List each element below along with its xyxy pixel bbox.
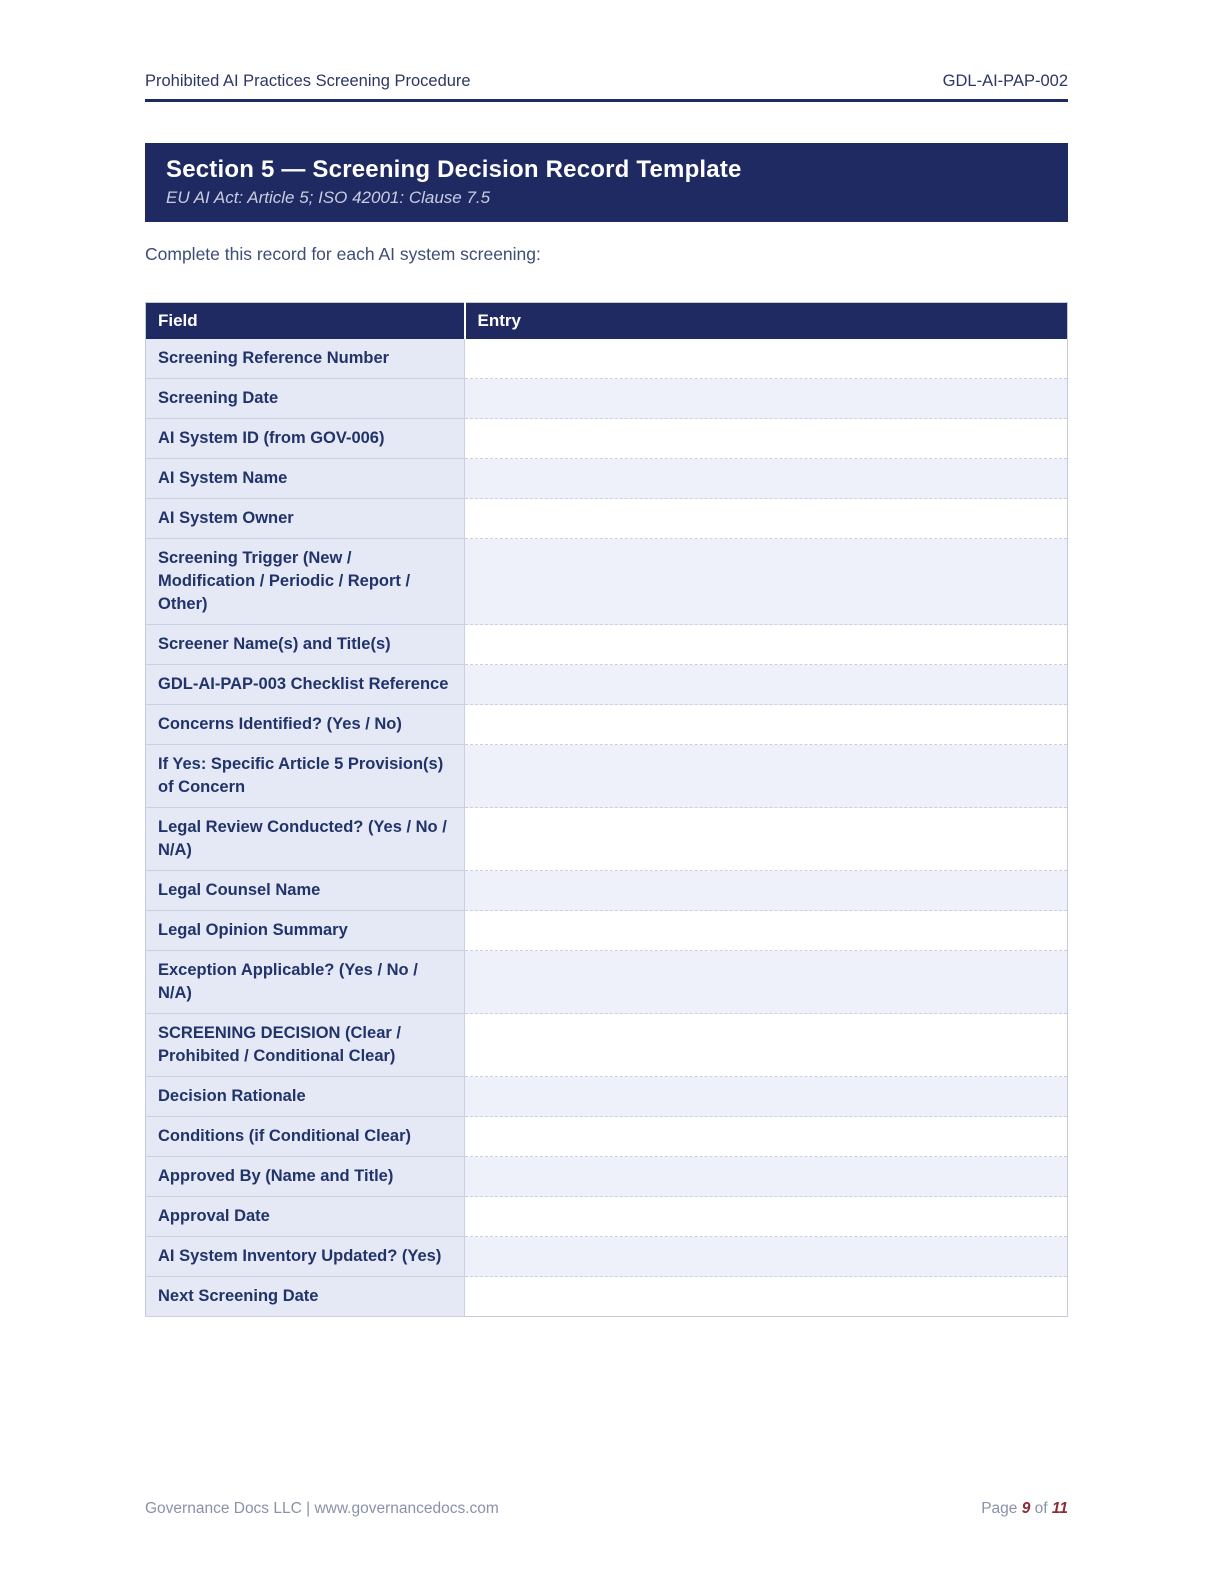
doc-title: Prohibited AI Practices Screening Procedure [145, 72, 471, 90]
entry-cell [465, 665, 1068, 705]
entry-cell [465, 1157, 1068, 1197]
field-label-cell: Conditions (if Conditional Clear) [146, 1117, 465, 1157]
table-row [146, 1014, 1068, 1077]
table-row [146, 379, 1068, 419]
entry-cell [465, 808, 1068, 871]
field-label-cell: Screening Reference Number [146, 339, 465, 379]
page-number: 9 [1021, 1500, 1031, 1517]
entry-cell [465, 539, 1068, 625]
field-label-cell: Approval Date [146, 1197, 465, 1237]
table-row [146, 339, 1068, 379]
footer-page-info [981, 1500, 1068, 1518]
page-label: Page [981, 1500, 1018, 1517]
field-label-cell: AI System Inventory Updated? (Yes) [146, 1237, 465, 1277]
table-row [146, 1117, 1068, 1157]
section-banner [145, 143, 1068, 222]
entry-cell [465, 871, 1068, 911]
entry-cell [465, 1117, 1068, 1157]
field-label-cell: AI System Owner [146, 499, 465, 539]
table-row [146, 1277, 1068, 1317]
table-row [146, 871, 1068, 911]
table-row [146, 665, 1068, 705]
field-label-cell: SCREENING DECISION (Clear / Prohibited / Conditional Clear) [146, 1014, 465, 1077]
column-header-entry: Entry [465, 303, 1068, 340]
of-label: of [1034, 1500, 1048, 1517]
field-label-cell: Legal Opinion Summary [146, 911, 465, 951]
entry-cell [465, 1014, 1068, 1077]
field-label-cell: AI System Name [146, 459, 465, 499]
page-total: 11 [1051, 1500, 1068, 1517]
running-header [145, 72, 1068, 91]
table-row [146, 539, 1068, 625]
entry-cell [465, 1277, 1068, 1317]
table-row [146, 499, 1068, 539]
field-label-cell: If Yes: Specific Article 5 Provision(s) of Concern [146, 745, 465, 808]
entry-cell [465, 339, 1068, 379]
entry-cell [465, 1077, 1068, 1117]
entry-cell [465, 705, 1068, 745]
table-row [146, 1197, 1068, 1237]
field-label-cell: GDL-AI-PAP-003 Checklist Reference [146, 665, 465, 705]
table-row [146, 625, 1068, 665]
section-title: Section 5 — Screening Decision Record Template [166, 156, 742, 183]
intro-text: Complete this record for each AI system screening: [145, 244, 541, 264]
header-rule [145, 99, 1068, 102]
table-body [146, 339, 1068, 1317]
entry-cell [465, 459, 1068, 499]
entry-cell [465, 951, 1068, 1014]
table-header-row [146, 303, 1068, 340]
field-label-cell: Approved By (Name and Title) [146, 1157, 465, 1197]
entry-cell [465, 745, 1068, 808]
entry-cell [465, 379, 1068, 419]
table-header [146, 303, 1068, 340]
table-row [146, 808, 1068, 871]
table-row [146, 1237, 1068, 1277]
field-label-cell: AI System ID (from GOV-006) [146, 419, 465, 459]
entry-cell [465, 911, 1068, 951]
table-row [146, 705, 1068, 745]
table-row [146, 459, 1068, 499]
field-label-cell: Screening Date [146, 379, 465, 419]
table-row [146, 1157, 1068, 1197]
field-label-cell: Decision Rationale [146, 1077, 465, 1117]
section-subtitle: EU AI Act: Article 5; ISO 42001: Clause 7.5 [166, 188, 491, 207]
table-row [146, 745, 1068, 808]
table-row [146, 419, 1068, 459]
table-row [146, 1077, 1068, 1117]
page-footer [145, 1500, 1068, 1518]
table-row [146, 911, 1068, 951]
field-label-cell: Screener Name(s) and Title(s) [146, 625, 465, 665]
footer-company: Governance Docs LLC | www.governancedocs.com [145, 1500, 499, 1517]
doc-code: GDL-AI-PAP-002 [942, 72, 1068, 90]
field-label-cell: Legal Review Conducted? (Yes / No / N/A) [146, 808, 465, 871]
screening-record-table [145, 302, 1068, 1317]
entry-cell [465, 1237, 1068, 1277]
entry-cell [465, 419, 1068, 459]
column-header-field: Field [146, 303, 465, 340]
table-row [146, 951, 1068, 1014]
field-label-cell: Next Screening Date [146, 1277, 465, 1317]
field-label-cell: Concerns Identified? (Yes / No) [146, 705, 465, 745]
field-label-cell: Screening Trigger (New / Modification / Periodic / Report / Other) [146, 539, 465, 625]
entry-cell [465, 625, 1068, 665]
field-label-cell: Exception Applicable? (Yes / No / N/A) [146, 951, 465, 1014]
entry-cell [465, 499, 1068, 539]
field-label-cell: Legal Counsel Name [146, 871, 465, 911]
entry-cell [465, 1197, 1068, 1237]
